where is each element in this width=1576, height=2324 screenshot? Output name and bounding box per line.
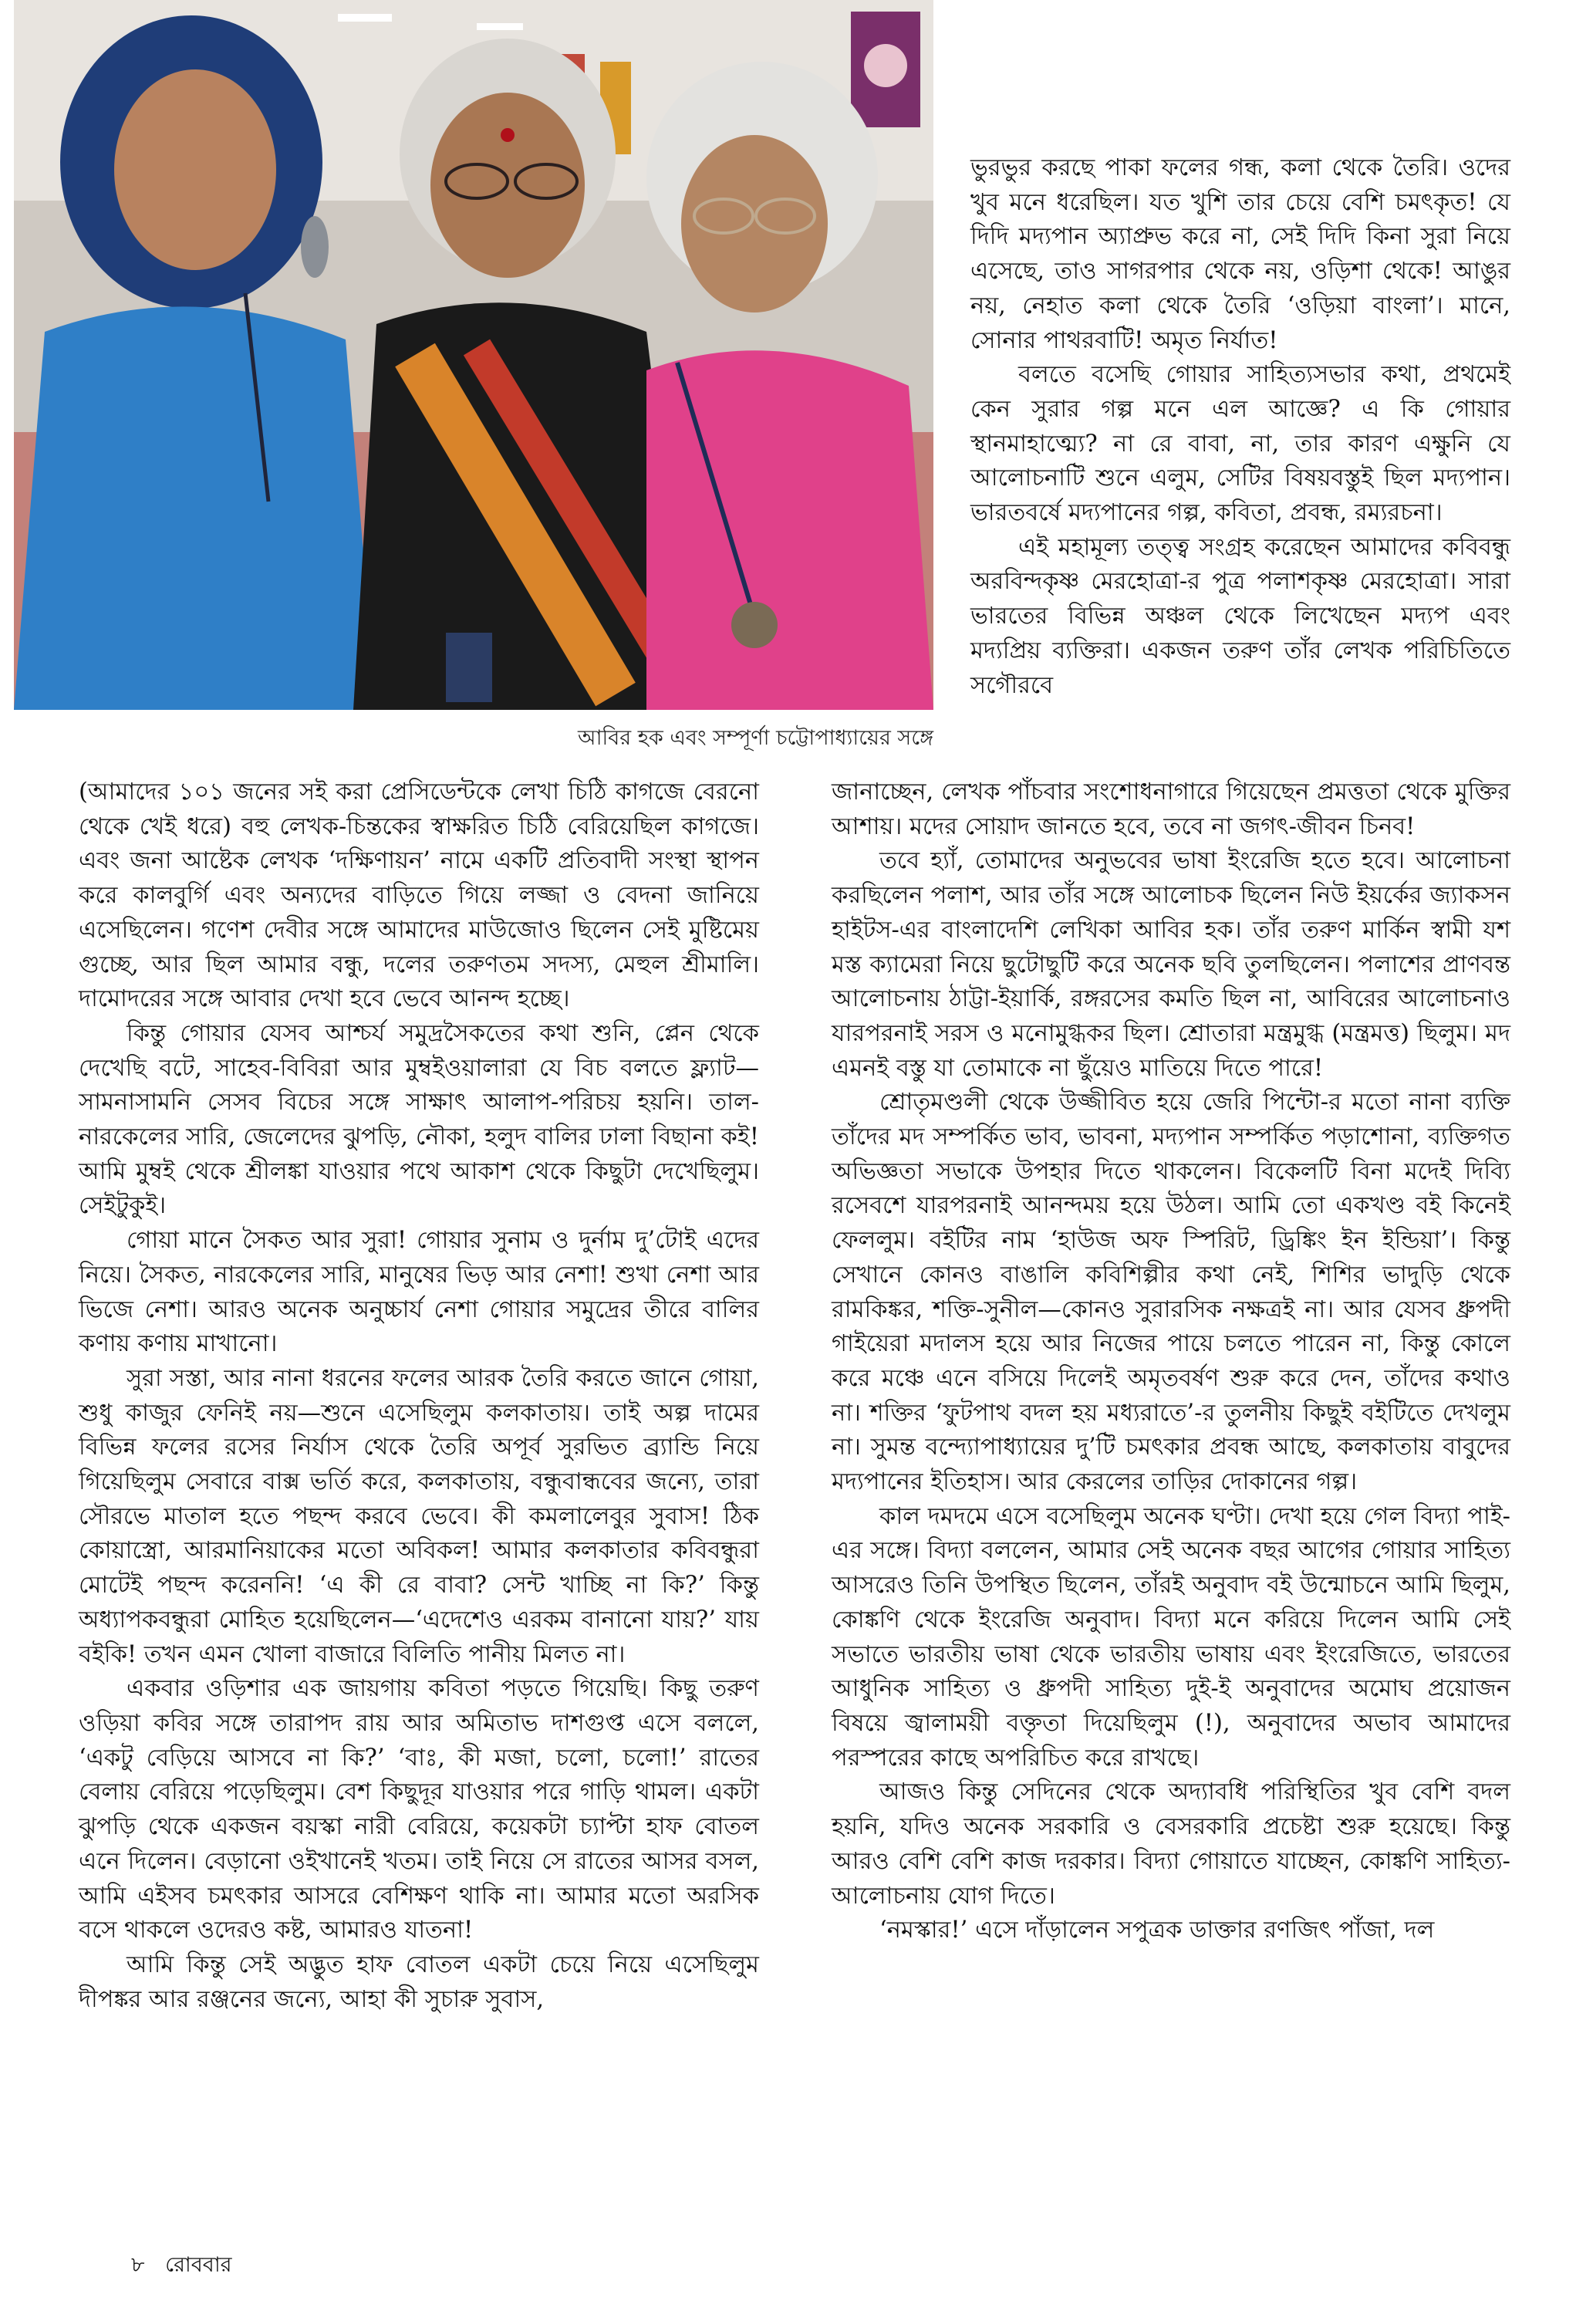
paragraph: আজও কিন্তু সেদিনের থেকে অদ্যাবধি পরিস্থিতির খুব বেশি বদল হয়নি, যদিও অনেক সরকারি ও বেসরকারি প্রচেষ্টা শুরু হয়েছে। কিন্তু আরও বেশি বেশি কাজ দরকার। বিদ্যা গোয়াতে যাচ্ছেন, কোঙ্কণি সাহিত্য-আলোচনায় যোগ দিতে। xyxy=(832,1778,1510,1910)
paragraph: জানাচ্ছেন, লেখক পাঁচবার সংশোধনাগারে গিয়েছেন প্রমত্ততা থেকে মুক্তির আশায়। মদের সোয়াদ জানতে হবে, তবে না জগৎ-জীবন চিনব! xyxy=(832,779,1510,840)
paragraph: গোয়া মানে সৈকত আর সুরা! গোয়ার সুনাম ও দুর্নাম দু’টোই এদের নিয়ে। সৈকত, নারকেলের সারি, মানুষের ভিড় আর নেশা! শুখা নেশা আর ভিজে নেশা। আরও অনেক অনুচ্চার্য নেশা গোয়ার সমুদ্রের তীরে বালির কণায় কণায় মাখানো। xyxy=(79,1227,759,1358)
magazine-name: রোববার xyxy=(165,2253,232,2277)
paragraph: কাল দমদমে এসে বসেছিলুম অনেক ঘণ্টা। দেখা হয়ে গেল বিদ্যা পাই-এর সঙ্গে। বিদ্যা বললেন, আমার সেই অনেক বছর আগের গোয়ার সাহিত্য আসরেও তিনি উপস্থিত ছিলেন, তাঁরই অনুবাদ বই উন্মোচনে আমি ছিলুম, কোঙ্কণি থেকে ইংরেজি অনুবাদ। বিদ্যা মনে করিয়ে দিলেন আমি সেই সভাতে ভারতীয় ভাষা থেকে ভারতীয় ভাষায় এবং ইংরেজিতে, ভারতের আধুনিক সাহিত্য ও ধ্রুপদী সাহিত্য দুই-ই অনুবাদের অমোঘ প্রয়োজন বিষয়ে জ্বালাময়ী বক্তৃতা দিয়েছিলুম (!), অনুবাদের অভাব আমাদের পরস্পরের কাছে অপরিচিত করে রাখছে। xyxy=(832,1502,1510,1772)
paragraph: একবার ওড়িশার এক জায়গায় কবিতা পড়তে গিয়েছি। কিছু তরুণ ওড়িয়া কবির সঙ্গে তারাপদ রায় আর অমিতাভ দাশগুপ্ত এসে বললে, ‘একটু বেড়িয়ে আসবে না কি?’ ‘বাঃ, কী মজা, চলো, চলো!’ রাতের বেলায় বেরিয়ে পড়েছিলুম। বেশ কিছুদূর যাওয়ার পরে গাড়ি থামল। একটা ঝুপড়ি থেকে একজন বয়স্কা নারী বেরিয়ে, কয়েকটা চ্যাপ্টা হাফ বোতল এনে দিলেন। বেড়ানো ওইখানেই খতম। তাই নিয়ে সে রাতের আসর বসল, আমি এইসব চমৎকার আসরে বেশিক্ষণ থাকি না। আমার মতো অরসিক বসে থাকলে ওদেরও কষ্ট, আমারও যাতনা! xyxy=(79,1675,759,1944)
article-column-left xyxy=(79,775,759,2017)
page-footer xyxy=(131,2251,246,2279)
page-number: ৮ xyxy=(131,2253,145,2277)
article-column-right-bottom xyxy=(832,775,1510,1948)
paragraph: আমি কিন্তু সেই অদ্ভুত হাফ বোতল একটা চেয়ে নিয়ে এসেছিলুম দীপঙ্কর আর রঞ্জনের জন্যে, আহা কী সুচারু সুবাস, xyxy=(79,1951,759,2013)
article-column-right-top xyxy=(970,151,1510,703)
paragraph: তবে হ্যাঁ, তোমাদের অনুভবের ভাষা ইংরেজি হতে হবে। আলোচনা করছিলেন পলাশ, আর তাঁর সঙ্গে আলোচক ছিলেন নিউ ইয়র্কের জ্যাকসন হাইটস-এর বাংলাদেশি লেখিকা আবির হক। তাঁর তরুণ মার্কিন স্বামী যশ মস্ত ক্যামেরা নিয়ে ছুটোছুটি করে অনেক ছবি তুলছিলেন। পলাশের প্রাণবন্ত আলোচনায় ঠাট্টা-ইয়ার্কি, রঙ্গরসের কমতি ছিল না, আবিরের আলোচনাও যারপরনাই সরস ও মনোমুগ্ধকর ছিল। শ্রোতারা মন্ত্রমুগ্ধ (মন্ত্রমত্ত) ছিলুম। মদ এমনই বস্তু যা তোমাকে না ছুঁয়েও মাতিয়ে দিতে পারে! xyxy=(832,847,1510,1082)
paragraph: বলতে বসেছি গোয়ার সাহিত্যসভার কথা, প্রথমেই কেন সুরার গল্প মনে এল আজ্ঞে? এ কি গোয়ার স্থানমাহাত্ম্যে? না রে বাবা, না, তার কারণ এক্ষুনি যে আলোচনাটি শুনে এলুম, সেটির বিষয়বস্তুই ছিল মদ্যপান। ভারতবর্ষে মদ্যপানের গল্প, কবিতা, প্রবন্ধ, রম্যরচনা। xyxy=(970,361,1510,527)
paragraph: ‘নমস্কার!’ এসে দাঁড়ালেন সপুত্রক ডাক্তার রণজিৎ পাঁজা, দল xyxy=(879,1917,1435,1944)
paragraph: ভুরভুর করছে পাকা ফলের গন্ধ, কলা থেকে তৈরি। ওদের খুব মনে ধরেছিল। যত খুশি তার চেয়ে বেশি চমৎকৃত! যে দিদি মদ্যপান অ্যাপ্রুভ করে না, সেই দিদি কিনা সুরা নিয়ে এসেছে, তাও সাগরপার থেকে নয়, ওড়িশা থেকে! আঙুর নয়, নেহাত কলা থেকে তৈরি ‘ওড়িয়া বাংলা’। মানে, সোনার পাথরবাটি! অমৃত নির্যাত! xyxy=(970,154,1510,354)
paragraph: শ্রোতৃমণ্ডলী থেকে উজ্জীবিত হয়ে জেরি পিন্টো-র মতো নানা ব্যক্তি তাঁদের মদ সম্পর্কিত ভাব, ভাবনা, মদ্যপান সম্পর্কিত পড়াশোনা, ব্যক্তিগত অভিজ্ঞতা সভাকে উপহার দিতে থাকলেন। বিকেলটি বিনা মদেই দিব্যি রসেবশে যারপরনাই আনন্দময় হয়ে উঠল। আমি তো একখণ্ড বই কিনেই ফেললুম। বইটির নাম ‘হাউজ অফ স্পিরিট, ড্রিঙ্কিং ইন ইন্ডিয়া’। কিন্তু সেখানে কোনও বাঙালি কবিশিল্পীর কথা নেই, শিশির ভাদুড়ি থেকে রামকিঙ্কর, শক্তি-সুনীল—কোনও সুরারসিক নক্ষত্রই না। আর যেসব ধ্রুপদী গাইয়েরা মদালস হয়ে আর নিজের পায়ে চলতে পারেন না, কিন্তু কোলে করে মঞ্চে এনে বসিয়ে দিলেই অমৃতবর্ষণ শুরু করে দেন, তাঁদের কথাও না। শক্তির ‘ফুটপাথ বদল হয় মধ্যরাতে’-র তুলনীয় কিছুই বইটিতে দেখলুম না। সুমন্ত বন্দ্যোপাধ্যায়ের দু’টি চমৎকার প্রবন্ধ আছে, কলকাতায় বাবুদের মদ্যপানের ইতিহাস। আর কেরলের তাড়ির দোকানের গল্প। xyxy=(832,1089,1510,1496)
paragraph: কিন্তু গোয়ার যেসব আশ্চর্য সমুদ্রসৈকতের কথা শুনি, প্লেন থেকে দেখেছি বটে, সাহেব-বিবিরা আর মুম্বইওয়ালারা যে বিচ বলতে ফ্ল্যাট—সামনাসামনি সেসব বিচের সঙ্গে সাক্ষাৎ আলাপ-পরিচয় হয়নি। তাল-নারকেলের সারি, জেলেদের ঝুপড়ি, নৌকা, হলুদ বালির ঢালা বিছানা কই! আমি মুম্বই থেকে শ্রীলঙ্কা যাওয়ার পথে আকাশ থেকে কিছুটা দেখেছিলুম। সেইটুকুই। xyxy=(79,1019,759,1220)
article-photo xyxy=(14,0,933,710)
paragraph: এই মহামূল্য তত্ত্ব সংগ্রহ করেছেন আমাদের কবিবন্ধু অরবিন্দকৃষ্ণ মেরহোত্রা-র পুত্র পলাশকৃষ্ণ মেরহোত্রা। সারা ভারতের বিভিন্ন অঞ্চল থেকে লিখেছেন মদ্যপ এবং মদ্যপ্রিয় ব্যক্তিরা। একজন তরুণ তাঁর লেখক পরিচিতিতে সগৌরবে xyxy=(970,533,1510,699)
photo-caption: আবির হক এবং সম্পূর্ণা চট্টোপাধ্যায়ের সঙ্গে xyxy=(578,726,933,750)
paragraph: সুরা সস্তা, আর নানা ধরনের ফলের আরক তৈরি করতে জানে গোয়া, শুধু কাজুর ফেনিই নয়—শুনে এসেছিলুম কলকাতায়। তাই অল্প দামের বিভিন্ন ফলের রসের নির্যাস থেকে তৈরি অপূর্ব সুরভিত ব্র্যান্ডি নিয়ে গিয়েছিলুম সেবারে বাক্স ভর্তি করে, কলকাতায়, বন্ধুবান্ধবের জন্যে, তারা সৌরভে মাতাল হতে পছন্দ করবে ভেবে। কী কমলালেবুর সুবাস! ঠিক কোয়াস্ত্রো, আরমানিয়াকের মতো অবিকল! আমার কলকাতার কবিবন্ধুরা মোটেই পছন্দ করেননি! ‘এ কী রে বাবা? সেন্ট খাচ্ছি না কি?’ কিন্তু অধ্যাপকবন্ধুরা মোহিত হয়েছিলেন—‘এদেশেও এরকম বানানো যায়?’ যায় বইকি! তখন এমন খোলা বাজারে বিলিতি পানীয় মিলত না। xyxy=(79,1364,759,1668)
photo-illustration xyxy=(14,0,933,710)
paragraph: (আমাদের ১০১ জনের সই করা প্রেসিডেন্টকে লেখা চিঠি কাগজে বেরনো থেকে খেই ধরে) বহু লেখক-চিন্তকের স্বাক্ষরিত চিঠি বেরিয়েছিল কাগজে। এবং জনা আষ্টেক লেখক ‘দক্ষিণায়ন’ নামে একটি প্রতিবাদী সংস্থা স্থাপন করে কালবুর্গি এবং অন্যদের বাড়িতে গিয়ে লজ্জা ও বেদনা জানিয়ে এসেছিলেন। গণেশ দেবীর সঙ্গে আমাদের মাউজোও ছিলেন সেই মুষ্টিমেয় গুচ্ছে, আর ছিল আমার বন্ধু, দলের তরুণতম সদস্য, মেহুল শ্রীমালি। দামোদরের সঙ্গে আবার দেখা হবে ভেবে আনন্দ হচ্ছে। xyxy=(79,779,759,1013)
